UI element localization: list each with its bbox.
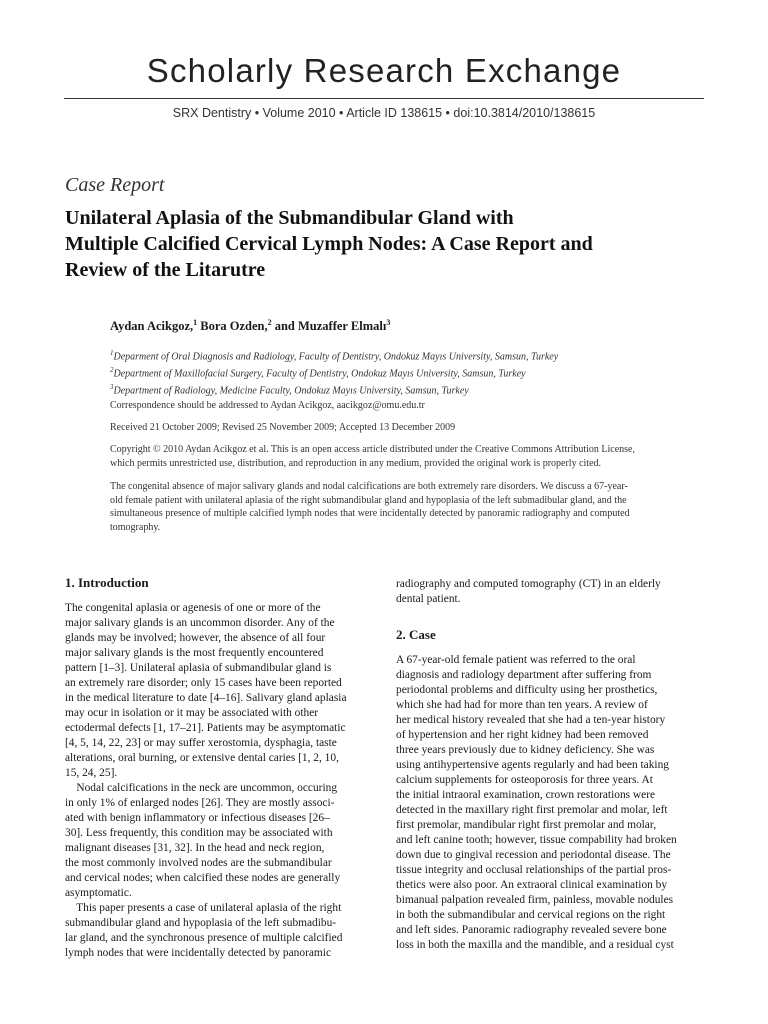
text-line: [4, 5, 14, 22, 23] or may suffer xerostomia, dysphagia, taste: [65, 737, 337, 749]
abstract-line: simultaneous presence of multiple calcified lymph nodes that were incidentally detected by panoramic radiography and computed: [110, 508, 630, 519]
text-line: and left canine tooth; however, tissue compability had broken: [396, 834, 677, 846]
text-line: using antihypertensive agents regularly and had been taking: [396, 759, 669, 771]
text-line: may ocur in isolation or it may be associated with other: [65, 707, 319, 719]
text-line: periodontal problems and difficulty using her prosthetics,: [396, 684, 658, 696]
text-line: major salivary glands is an uncommon disorder. Any of the: [65, 617, 335, 629]
text-line: in the medical literature to date [4–16]. Salivary gland aplasia: [65, 692, 347, 704]
text-line: calcium supplements for osteoporosis for three years. At: [396, 774, 653, 786]
affiliation-item: [110, 347, 710, 364]
text-line: of hypertension and her right kidney had been removed: [396, 729, 649, 741]
abstract: [110, 480, 710, 534]
text-line: radiography and computed tomography (CT) in an elderly: [396, 578, 661, 590]
left-column: [65, 575, 373, 961]
text-line: in only 1% of enlarged nodes [26]. They are mostly associ-: [65, 797, 335, 809]
correspondence: Correspondence should be addressed to Aydan Acikgoz, aacikgoz@omu.edu.tr: [110, 400, 425, 411]
case-heading: 2. Case: [396, 627, 436, 642]
text-line: lar gland, and the synchronous presence of multiple calcified: [65, 932, 343, 944]
text-line: The congenital aplasia or agenesis of one or more of the: [65, 602, 321, 614]
text-line: 30]. Less frequently, this condition may be associated with: [65, 827, 333, 839]
text-line: 15, 24, 25].: [65, 767, 118, 779]
text-line: which she had had for more than ten years. A review of: [396, 699, 648, 711]
abstract-line: tomography.: [110, 521, 161, 533]
text-line: detected in the maxillary right first premolar and molar, left: [396, 804, 668, 816]
text-line: malignant diseases [31, 32]. In the head and neck region,: [65, 842, 325, 854]
text-line: bimanual palpation revealed firm, painless, movable nodules: [396, 894, 674, 906]
author-affil-marker: 3: [386, 318, 391, 327]
copyright-line: which permits unrestricted use, distribution, and reproduction in any medium, provided the original work is properly cited.: [110, 457, 602, 469]
text-line: loss in both the maxilla and the mandible, and a residual cyst: [396, 939, 674, 951]
text-line: submandibular gland and hypoplasia of the left submadibu-: [65, 917, 337, 929]
author-name: Bora Ozden,: [197, 319, 268, 334]
title-line: Unilateral Aplasia of the Submandibular Gland with: [65, 207, 514, 229]
affiliation-item: [110, 381, 710, 398]
author-name: Aydan Acikgoz,: [110, 319, 194, 334]
text-line: alterations, oral burning, or extensive dental caries [1, 2, 10,: [65, 752, 339, 764]
text-line: first premolar, mandibular right first premolar and molar,: [396, 819, 657, 831]
text-line: pattern [1–3]. Unilateral aplasia of submandibular gland is: [65, 662, 332, 674]
abstract-line: The congenital absence of major salivary glands and nodal calcifications are both extremely rare disorders. We discuss a 67-year-: [110, 481, 628, 492]
text-line: her medical history revealed that she had a ten-year history: [396, 714, 666, 726]
author-name: and Muzaffer Elmalı: [271, 319, 387, 334]
copyright-notice: [110, 443, 710, 470]
text-line: the most commonly involved nodes are the submandibular: [65, 857, 332, 869]
author-affil-marker: 2: [267, 318, 272, 327]
text-line: down due to gingival recession and periodontal disease. The: [396, 849, 671, 861]
received-dates: Received 21 October 2009; Revised 25 November 2009; Accepted 13 December 2009: [110, 422, 456, 433]
text-line: diagnosis and radiology department after suffering from: [396, 669, 652, 681]
text-line: and cervical nodes; when calcified these nodes are generally: [65, 872, 341, 884]
affiliation-text: Deparment of Oral Diagnosis and Radiology, Faculty of Dentistry, Ondokuz Mayıs University, Samsun, Turkey: [113, 351, 559, 363]
affiliations: [110, 347, 710, 397]
text-line: Nodal calcifications in the neck are uncommon, occuring: [65, 782, 338, 794]
copyright-line: Copyright © 2010 Aydan Acikgoz et al. This is an open access article distributed under the Creative Commons Attribution License,: [110, 444, 635, 455]
affiliation-text: Department of Maxillofacial Surgery, Faculty of Dentistry, Ondokuz Mayıs University, Samsun, Turkey: [113, 368, 526, 380]
introduction-continued: [396, 577, 704, 607]
author-list: [110, 318, 390, 334]
text-line: A 67-year-old female patient was referred to the oral: [396, 654, 636, 666]
introduction-body: [65, 601, 373, 961]
affiliation-marker: 2: [110, 365, 114, 374]
author-affil-marker: 1: [193, 318, 198, 327]
case-body: [396, 653, 704, 953]
article-title: [65, 205, 705, 283]
text-line: glands may be involved; however, the absence of all four: [65, 632, 326, 644]
header-rule: [64, 98, 704, 99]
affiliation-text: Department of Radiology, Medicine Faculty, Ondokuz Mayıs University, Samsun, Turkey: [113, 384, 469, 396]
title-line: Multiple Calcified Cervical Lymph Nodes: A Case Report and: [65, 233, 593, 255]
citation-line: SRX Dentistry • Volume 2010 • Article ID 138615 • doi:10.3814/2010/138615: [172, 106, 596, 120]
right-column: [396, 577, 704, 953]
text-line: three years previously due to kidney deficiency. She was: [396, 744, 655, 756]
text-line: the initial intraoral examination, crown restorations were: [396, 789, 656, 801]
text-line: lymph nodes that were incidentally detected by panoramic: [65, 947, 332, 959]
affiliation-item: [110, 364, 710, 381]
text-line: ectodermal defects [1, 17–21]. Patients may be asymptomatic: [65, 722, 346, 734]
affiliation-marker: 1: [110, 349, 114, 357]
text-line: in both the submandibular and cervical regions on the right: [396, 909, 666, 921]
affiliation-marker: 3: [110, 382, 114, 391]
text-line: ated with benign inflammatory or infectious diseases [26–: [65, 812, 330, 824]
article-type: Case Report: [65, 174, 165, 196]
text-line: an extremely rare disorder; only 15 cases have been reported: [65, 677, 342, 689]
text-line: tissue integrity and occlusal relationships of the partial pros-: [396, 864, 672, 876]
introduction-heading: 1. Introduction: [65, 575, 149, 590]
text-line: major salivary glands is the most frequently encountered: [65, 647, 324, 659]
text-line: thetics were also poor. An extraoral clinical examination by: [396, 879, 668, 891]
journal-name: Scholarly Research Exchange: [146, 52, 622, 89]
text-line: and left sides. Panoramic radiography revealed severe bone: [396, 924, 667, 936]
text-line: asymptomatic.: [65, 887, 132, 899]
text-line: dental patient.: [396, 593, 461, 605]
abstract-line: old female patient with unilateral aplasia of the right submandibular gland and hypoplasia of the left submadibular gland, and the: [110, 494, 627, 506]
title-line: Review of the Litarutre: [65, 259, 266, 281]
text-line: This paper presents a case of unilateral aplasia of the right: [65, 902, 342, 914]
